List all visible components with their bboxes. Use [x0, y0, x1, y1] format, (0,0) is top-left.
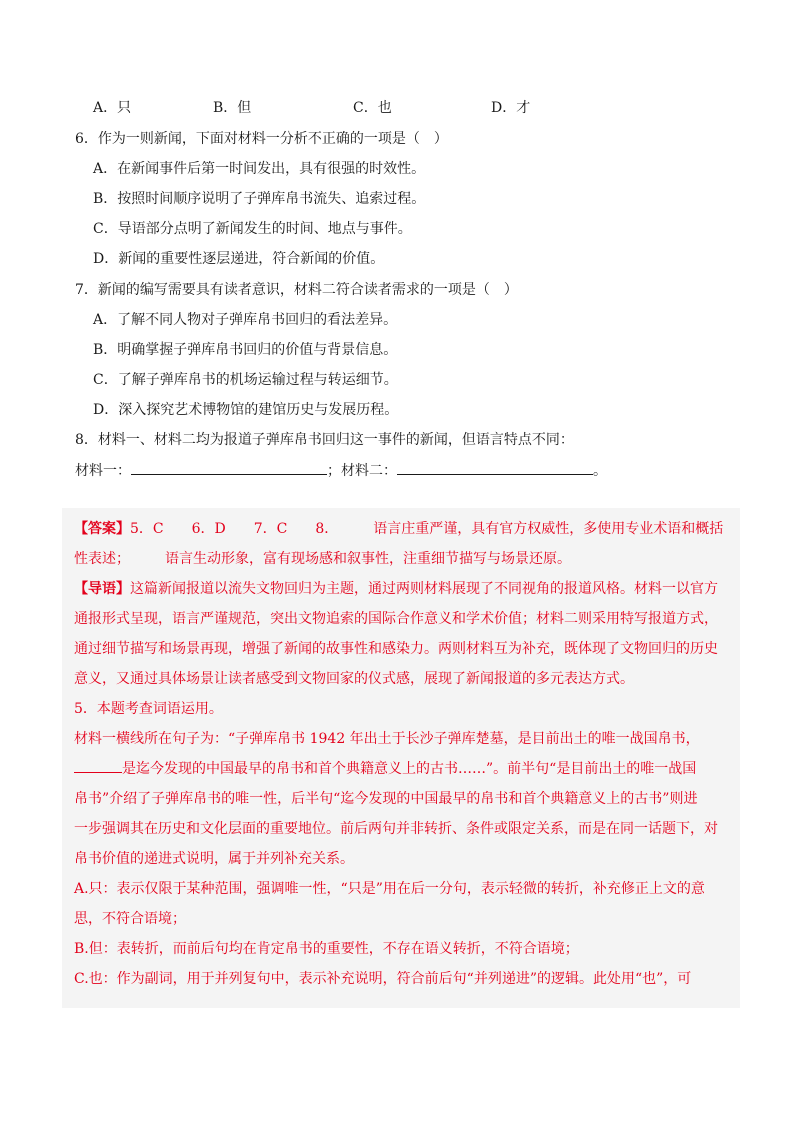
- q5-options: [93, 97, 713, 119]
- answer-line-2: 性表述； 语言生动形象，富有现场感和叙事性，注重细节描写与场景还原。: [74, 551, 571, 567]
- q8-label-1: 材料一：: [75, 463, 131, 479]
- analysis-line-2: [74, 758, 696, 780]
- q7-option-b: B．明确掌握子弹库帛书回归的价值与背景信息。: [93, 342, 398, 358]
- answer-line-1: [74, 518, 723, 540]
- q8-blank-2[interactable]: [397, 460, 593, 475]
- analysis-line-1: 材料一横线所在句子为：“子弹库帛书 1942 年出土于长沙子弹库楚墓，是目前出土的唯一战国帛书，: [74, 731, 700, 747]
- point-5-heading: 5．本题考查词语运用。: [74, 701, 223, 717]
- q5-option-c: C．也: [353, 100, 392, 116]
- q5-option-d: D．才: [491, 100, 531, 116]
- q7-stem: 7．新闻的编写需要具有读者意识，材料二符合读者需求的一项是（ ）: [75, 282, 518, 298]
- guide-text-1: 这篇新闻报道以流失文物回归为主题，通过两则材料展现了不同视角的报道风格。材料一以官方: [130, 581, 718, 597]
- guide-line-2: 通报形式呈现，语言严谨规范，突出文物追索的国际合作意义和学术价值；材料二则采用特写报道方式，: [74, 611, 718, 627]
- guide-line-3: 通过细节描写和场景再现，增强了新闻的故事性和感染力。两则材料互为补充，既体现了文物回归的历史: [74, 641, 718, 657]
- option-c-analysis: C.也：作为副词，用于并列复句中，表示补充说明，符合前后句“并列递进”的逻辑。此处用“也”，可: [74, 971, 692, 987]
- analysis-line-4: 一步强调其在历史和文化层面的重要地位。前后两句并非转折、条件或限定关系，而是在同一话题下，对: [74, 821, 718, 837]
- q6-stem: 6．作为一则新闻，下面对材料一分析不正确的一项是（ ）: [75, 131, 448, 147]
- q8-stem: 8．材料一、材料二均为报道子弹库帛书回归这一事件的新闻，但语言特点不同：: [75, 432, 574, 448]
- option-a-analysis-2: 思，不符合语境；: [74, 911, 186, 927]
- q8-blank-1[interactable]: [131, 460, 327, 475]
- analysis-blank: [74, 758, 122, 773]
- answer-box: [62, 508, 740, 1008]
- q8-separator: ；材料二：: [327, 463, 397, 479]
- guide-line-4: 意义，又通过具体场景让读者感受到文物回家的仪式感，展现了新闻报道的多元表达方式。: [74, 671, 634, 687]
- q5-option-b: B．但: [213, 100, 252, 116]
- analysis-line-5: 帛书价值的递进式说明，属于并列补充关系。: [74, 851, 354, 867]
- q5-option-a: A．只: [93, 100, 132, 116]
- option-b-analysis: B.但：表转折，而前后句均在肯定帛书的重要性，不存在语义转折，不符合语境；: [74, 941, 579, 957]
- analysis-text-2: 是迄今发现的中国最早的帛书和首个典籍意义上的古书……”。前半句“是目前出土的唯一战国: [122, 761, 697, 777]
- q6-option-a: A．在新闻事件后第一时间发出，具有很强的时效性。: [93, 161, 426, 177]
- q7-option-c: C．了解子弹库帛书的机场运输过程与转运细节。: [93, 372, 398, 388]
- q8-end: 。: [593, 463, 607, 479]
- analysis-line-3: 帛书”介绍了子弹库帛书的唯一性，后半句“迄今发现的中国最早的帛书和首个典籍意义上的古书”则进: [74, 791, 698, 807]
- guide-tag: 【导语】: [74, 581, 130, 597]
- q7-option-a: A．了解不同人物对子弹库帛书回归的看法差异。: [93, 312, 398, 328]
- q7-option-d: D．深入探究艺术博物馆的建馆历史与发展历程。: [93, 402, 399, 418]
- guide-line-1: [74, 578, 718, 600]
- q6-option-d: D．新闻的重要性逐层递进，符合新闻的价值。: [93, 251, 385, 267]
- answer-text-1: 5．C 6．D 7．C 8． 语言庄重严谨，具有官方权威性，多使用专业术语和概括: [130, 521, 724, 537]
- option-a-analysis-1: A.只：表示仅限于某种范围，强调唯一性，“只是”用在后一分句，表示轻微的转折，补充修正上文的意: [74, 881, 705, 897]
- q6-option-b: B．按照时间顺序说明了子弹库帛书流失、追索过程。: [93, 191, 426, 207]
- q8-answer-line: [75, 460, 607, 481]
- q6-option-c: C．导语部分点明了新闻发生的时间、地点与事件。: [93, 221, 412, 237]
- answer-tag: 【答案】: [74, 521, 130, 537]
